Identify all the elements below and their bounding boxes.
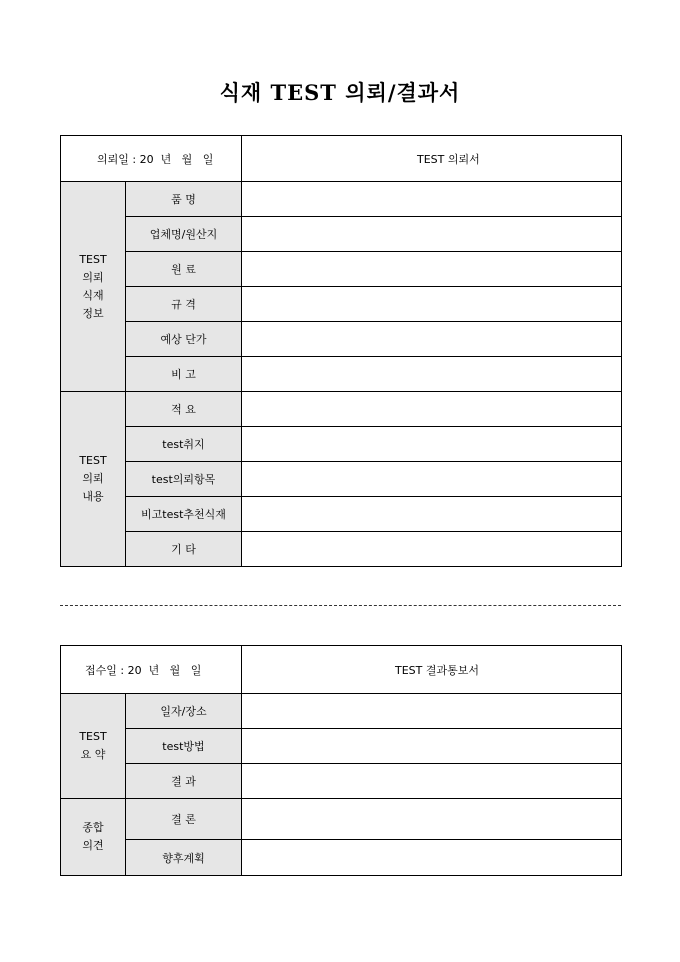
row-label-raw-material: 원 료 [126, 252, 242, 287]
row-label-other: 기 타 [126, 532, 242, 567]
test-purpose-field[interactable] [242, 427, 622, 462]
section-label-overall-opinion: 종합 의견 [61, 799, 126, 876]
result-form-table [60, 645, 622, 876]
section-label-test-summary: TEST 요 약 [61, 694, 126, 799]
row-label-result: 결 과 [126, 764, 242, 799]
row-label-expected-price: 예상 단가 [126, 322, 242, 357]
row-label-test-method: test방법 [126, 729, 242, 764]
request-form-table [60, 135, 622, 567]
spec-field[interactable] [242, 287, 622, 322]
row-label-spec: 규 격 [126, 287, 242, 322]
future-plan-field[interactable] [242, 840, 622, 876]
date-place-field[interactable] [242, 694, 622, 729]
vendor-origin-field[interactable] [242, 217, 622, 252]
row-label-remarks: 비 고 [126, 357, 242, 392]
product-name-field[interactable] [242, 182, 622, 217]
test-method-field[interactable] [242, 729, 622, 764]
result-field[interactable] [242, 764, 622, 799]
request-form-title: TEST 의뢰서 [242, 136, 622, 182]
row-label-future-plan: 향후계획 [126, 840, 242, 876]
row-label-summary: 적 요 [126, 392, 242, 427]
other-field[interactable] [242, 532, 622, 567]
summary-field[interactable] [242, 392, 622, 427]
cut-line-divider [60, 605, 621, 606]
test-items-field[interactable] [242, 462, 622, 497]
row-label-test-items: test의뢰항목 [126, 462, 242, 497]
row-label-product-name: 품 명 [126, 182, 242, 217]
section-label-request-content: TEST 의뢰 내용 [61, 392, 126, 567]
expected-price-field[interactable] [242, 322, 622, 357]
row-label-test-purpose: test취지 [126, 427, 242, 462]
result-form-title: TEST 결과통보서 [242, 646, 622, 694]
conclusion-field[interactable] [242, 799, 622, 840]
receipt-date-field[interactable]: 접수일 : 20 년 월 일 [61, 646, 242, 694]
recommended-ingredients-field[interactable] [242, 497, 622, 532]
remarks-field[interactable] [242, 357, 622, 392]
row-label-conclusion: 결 론 [126, 799, 242, 840]
request-date-field[interactable]: 의뢰일 : 20 년 월 일 [61, 136, 242, 182]
row-label-date-place: 일자/장소 [126, 694, 242, 729]
document-title: 식재 TEST 의뢰/결과서 [219, 80, 461, 105]
section-label-ingredient-info: TEST 의뢰 식재 정보 [61, 182, 126, 392]
row-label-vendor-origin: 업체명/원산지 [126, 217, 242, 252]
row-label-recommended-ingredients: 비고test추천식재 [126, 497, 242, 532]
raw-material-field[interactable] [242, 252, 622, 287]
